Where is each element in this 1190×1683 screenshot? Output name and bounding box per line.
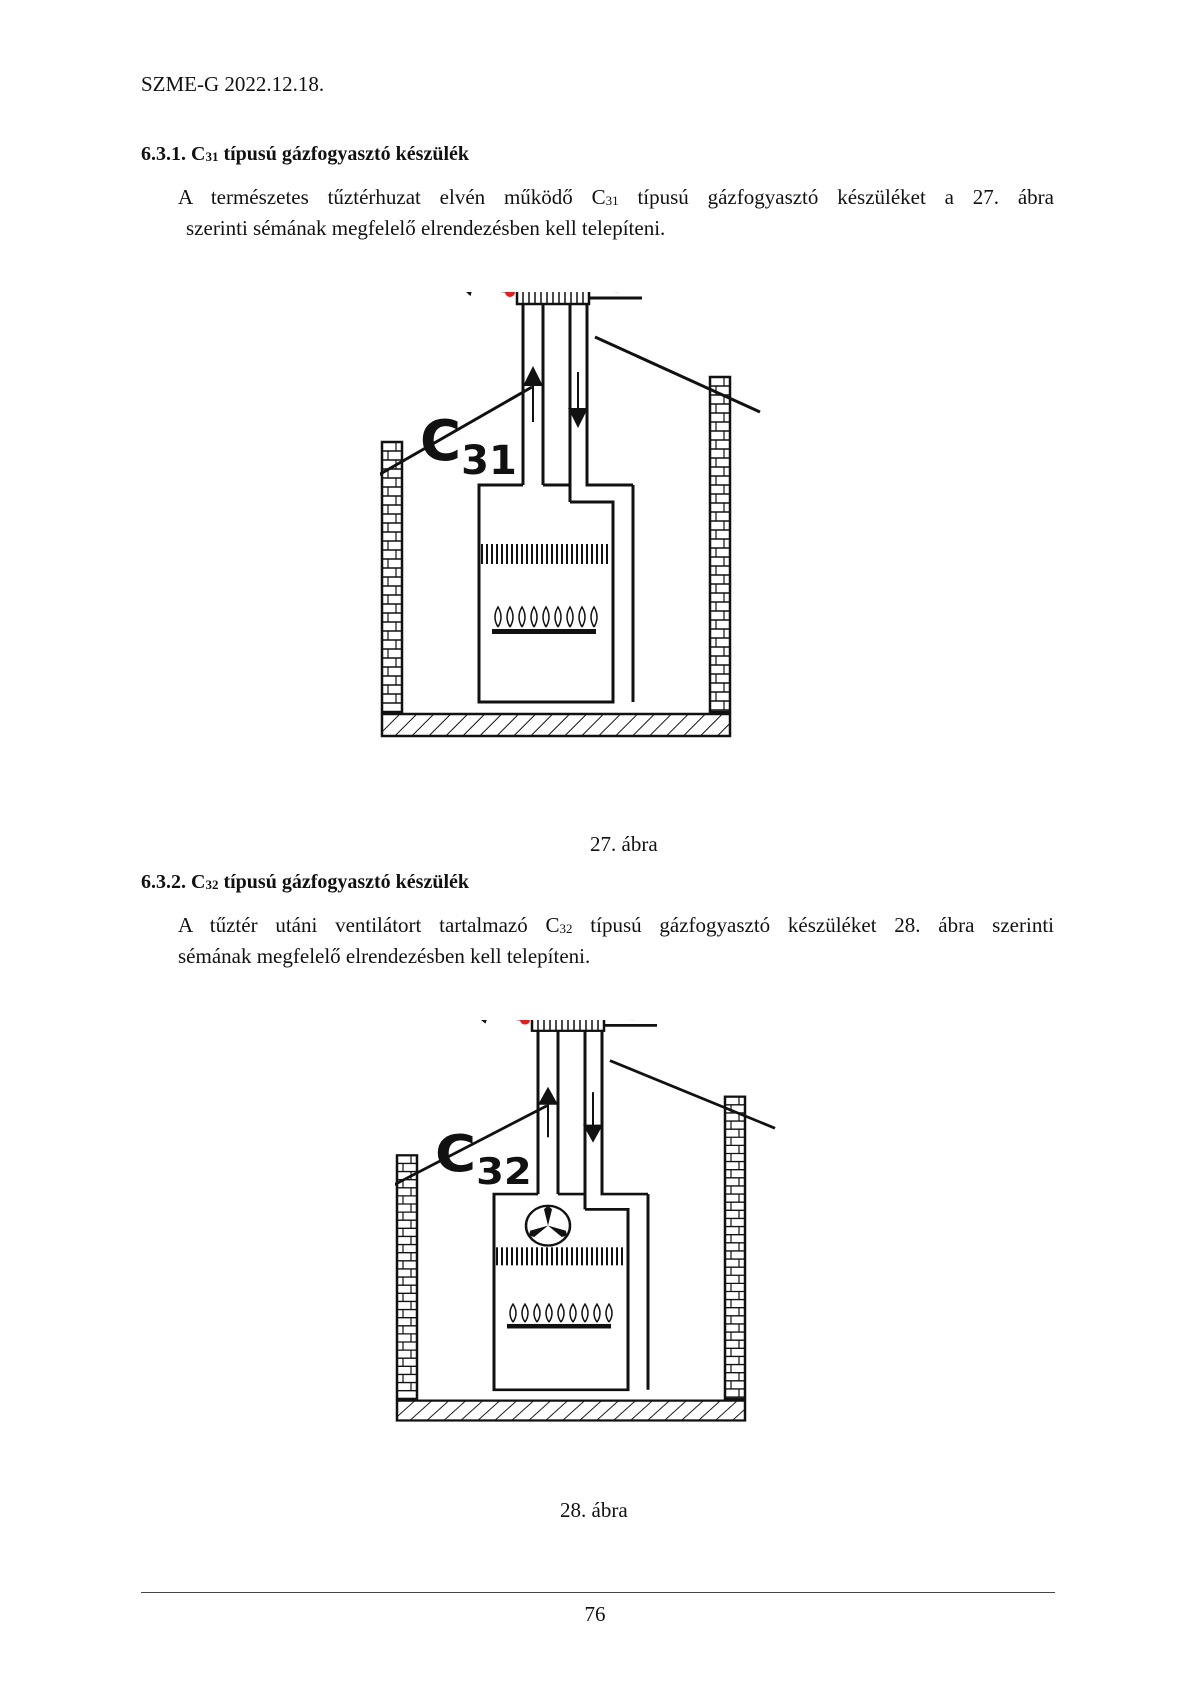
paragraph-text: típusú gázfogyasztó készüléket 28. ábra szerinti (572, 913, 1054, 937)
exhaust-dot (505, 292, 515, 297)
burner-flame (534, 1304, 540, 1322)
paragraph-line-2: szerinti sémának megfelelő elrendezésben kell telepíteni. (186, 216, 666, 240)
roof-right (595, 337, 760, 412)
section-title-text: típusú gázfogyasztó készülék (218, 871, 470, 893)
section-paragraph-6-3-1 (178, 183, 1054, 242)
section-title-letter: C (191, 871, 206, 893)
burner-flame (567, 607, 573, 627)
paragraph-subscript: 31 (605, 193, 619, 208)
brick-wall-right (710, 377, 730, 712)
burner-flame (555, 607, 561, 627)
burner-flame (570, 1304, 576, 1322)
duct-intake-outer (587, 304, 633, 485)
burner-flame (558, 1304, 564, 1322)
paragraph-text: típusú gázfogyasztó készüléket a 27. ábra (618, 185, 1054, 209)
burner-flame (591, 607, 597, 627)
burner-flame (522, 1304, 528, 1322)
appliance-body (479, 485, 613, 702)
burner-flame (582, 1304, 588, 1322)
appliance-type-label: $C_{32}$ (435, 1125, 532, 1193)
paragraph-line-1 (178, 183, 1054, 214)
section-heading-6-3-1 (141, 143, 469, 166)
burner-flame (510, 1304, 516, 1322)
brick-wall-left (382, 442, 402, 712)
burner-flame (579, 607, 585, 627)
brick-wall-left (397, 1155, 417, 1399)
section-title-subscript: 31 (205, 149, 219, 164)
fan-icon (526, 1206, 570, 1246)
figure-28-c32-diagram (395, 1020, 835, 1480)
document-header-code: SZME-G 2022.12.18. (141, 72, 325, 96)
burner-flame (546, 1304, 552, 1322)
burner-flame (606, 1304, 612, 1322)
paragraph-subscript: 32 (559, 921, 573, 936)
section-number: 6.3.2. (141, 871, 186, 893)
exhaust-dot (520, 1020, 530, 1025)
burner-flame (543, 607, 549, 627)
paragraph-line-2: sémának megfelelő elrendezésben kell telepíteni. (178, 944, 591, 968)
burner-flame (495, 607, 501, 627)
footer-divider (141, 1592, 1055, 1593)
burner-grate (492, 629, 596, 634)
brick-wall-right (725, 1097, 745, 1399)
paragraph-text: A tűztér utáni ventilátort tartalmazó C (178, 913, 560, 937)
section-title-letter: C (191, 143, 206, 165)
figure-caption-27: 27. ábra (590, 832, 658, 856)
paragraph-text: A természetes tűztérhuzat elvén működő C (178, 185, 606, 209)
roof-right (610, 1061, 775, 1129)
floor-slab (397, 1401, 745, 1421)
section-paragraph-6-3-2 (178, 911, 1054, 970)
appliance-type-label: $C_{31}$ (420, 409, 517, 484)
figure-27-c31-diagram (380, 292, 820, 802)
page-number: 76 (584, 1602, 606, 1626)
figure-caption-28: 28. ábra (560, 1498, 628, 1522)
section-title-text: típusú gázfogyasztó készülék (218, 143, 470, 165)
floor-slab (382, 714, 730, 736)
section-number: 6.3.1. (141, 143, 186, 165)
section-heading-6-3-2 (141, 871, 469, 894)
burner-grate (507, 1324, 611, 1329)
paragraph-line-1 (178, 911, 1054, 942)
burner-flame (519, 607, 525, 627)
burner-flame (507, 607, 513, 627)
duct-intake-outer (602, 1031, 648, 1194)
burner-flame (594, 1304, 600, 1322)
burner-flame (531, 607, 537, 627)
section-title-subscript: 32 (205, 877, 219, 892)
